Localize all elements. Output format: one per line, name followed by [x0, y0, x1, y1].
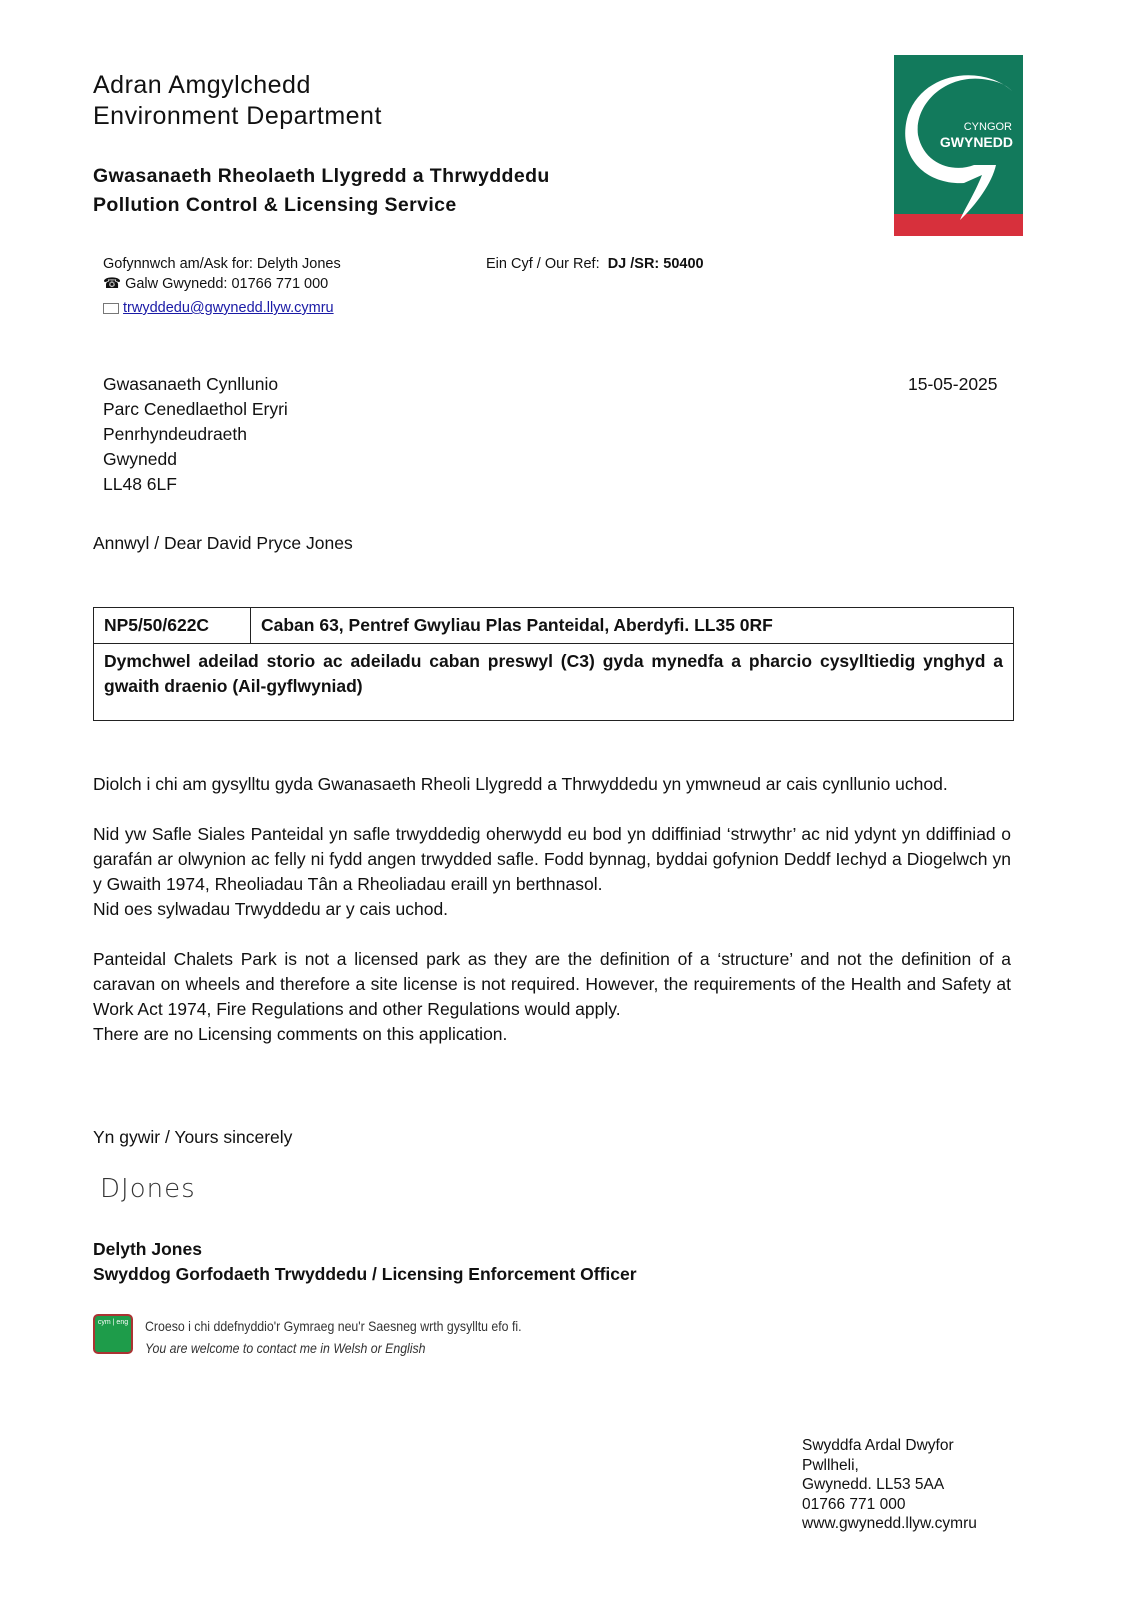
phone-number: Galw Gwynedd: 01766 771 000: [125, 276, 329, 292]
address-line: Penrhyndeudraeth: [103, 424, 247, 444]
salutation: Annwyl / Dear David Pryce Jones: [93, 533, 353, 553]
application-ref: NP5/50/622C: [94, 608, 251, 644]
service-welsh: Gwasanaeth Rheolaeth Llygredd a Thrwyddedu: [93, 165, 550, 187]
address-line: Parc Cenedlaethol Eryri: [103, 399, 288, 419]
ask-for: Gofynnwch am/Ask for: Delyth Jones: [103, 256, 341, 272]
dept-english: Environment Department: [93, 102, 382, 130]
footer-address: [802, 1436, 977, 1534]
application-table: [93, 607, 1014, 721]
signatory: [93, 1237, 637, 1287]
language-statement: [145, 1315, 522, 1359]
footer-website: www.gwynedd.llyw.cymru: [802, 1515, 977, 1532]
recipient-address: [103, 372, 288, 497]
dept-welsh: Adran Amgylchedd: [93, 71, 311, 99]
paragraph: Panteidal Chalets Park is not a licensed park as they are the definition of a ‘structure’ and not the definition of a caravan on wheels and therefore a site license is not required. However, the requirements of the Health and Safety at Work Act 1974, Fire Regulations and other Regulations would apply.: [93, 949, 1011, 1019]
email-link[interactable]: trwyddedu@gwynedd.llyw.cymru: [123, 300, 334, 316]
ref-label: Ein Cyf / Our Ref:: [486, 256, 600, 272]
signature: DJones: [100, 1174, 196, 1204]
service-name: [93, 162, 550, 220]
application-description: Dymchwel adeilad storio ac adeiladu caban preswyl (C3) gyda mynedfa a pharcio cysylltiedig ynghyd a gwaith draenio (Ail-gyflwyniad): [94, 644, 1014, 721]
gwynedd-logo: [894, 55, 1023, 236]
footer-line: Gwynedd. LL53 5AA: [802, 1476, 945, 1493]
our-ref: [486, 254, 704, 274]
paragraph: Nid oes sylwadau Trwyddedu ar y cais uchod.: [93, 899, 449, 919]
contact-block: [103, 254, 341, 318]
footer-line: Swyddfa Ardal Dwyfor: [802, 1437, 954, 1454]
closing: Yn gywir / Yours sincerely: [93, 1127, 293, 1147]
badge-text: cym | eng: [97, 1319, 129, 1326]
paragraph: There are no Licensing comments on this application.: [93, 1024, 508, 1044]
address-line: Gwynedd: [103, 449, 177, 469]
signatory-name: Delyth Jones: [93, 1239, 202, 1259]
department-name: [93, 70, 382, 132]
logo-text-main: GWYNEDD: [939, 134, 1013, 150]
language-english: You are welcome to contact me in Welsh or English: [145, 1340, 426, 1356]
address-line: LL48 6LF: [103, 474, 177, 494]
letter-date: 15-05-2025: [908, 374, 998, 394]
address-line: Gwasanaeth Cynllunio: [103, 374, 279, 394]
footer-line: Pwllheli,: [802, 1456, 859, 1474]
paragraph: Nid yw Safle Siales Panteidal yn safle trwyddedig oherwydd eu bod yn ddiffiniad ‘strwythr’ ac nid ydynt yn ddiffiniad o garafán ar olwynion ac felly ni fydd angen trwydded safle. Fodd bynnag, byddai gofynion Deddf Iechyd a Diogelwch yn y Gwaith 1974, Rheoliadau Tân a Rheoliadau eraill yn berthnasol.: [93, 824, 1011, 894]
welsh-language-badge-icon: [93, 1314, 133, 1354]
signatory-title: Swyddog Gorfodaeth Trwyddedu / Licensing Enforcement Officer: [93, 1264, 637, 1284]
telephone-icon: ☎: [103, 276, 122, 292]
footer-line: 01766 771 000: [802, 1495, 906, 1513]
service-english: Pollution Control & Licensing Service: [93, 194, 457, 216]
language-welsh: Croeso i chi ddefnyddio'r Gymraeg neu'r Saesneg wrth gysylltu efo fi.: [145, 1318, 522, 1334]
email-icon: [103, 303, 119, 314]
application-location: Caban 63, Pentref Gwyliau Plas Panteidal, Aberdyfi. LL35 0RF: [251, 608, 1014, 644]
logo-text-top: CYNGOR: [963, 121, 1012, 133]
ref-value: DJ /SR: 50400: [607, 256, 704, 272]
paragraph: Diolch i chi am gysylltu gyda Gwanasaeth Rheoli Llygredd a Thrwyddedu yn ymwneud ar cais cynllunio uchod.: [93, 774, 948, 794]
